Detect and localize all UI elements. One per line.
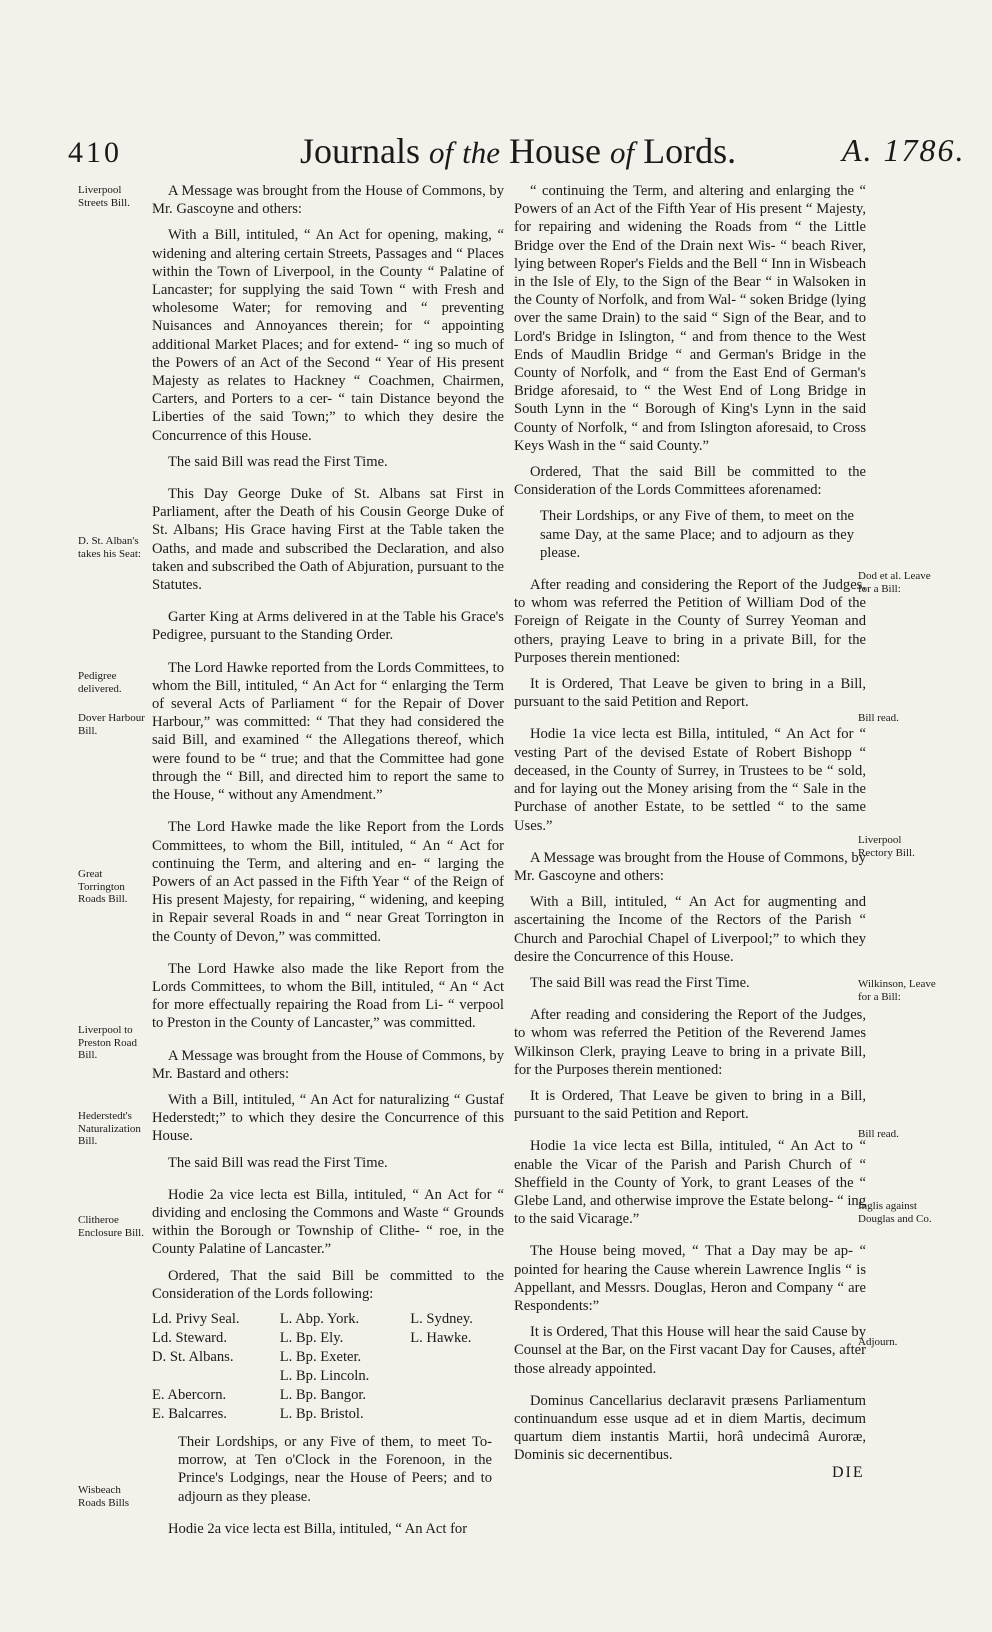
table-cell: Ld. Steward. — [152, 1329, 227, 1346]
table-cell: L. Bp. Ely. — [279, 1329, 344, 1346]
margin-note-liverpool-preston: Liverpool to Preston Road Bill. — [78, 1024, 137, 1061]
paragraph: After reading and considering the Report of the Judges, to whom was referred the Petition of the Reverend James Wilkinson Clerk, praying Leave to bring in a private Bill, for the Purposes therein mentioned: — [514, 1007, 866, 1078]
paragraph: Ordered, That the said Bill be committed to the Consideration of the Lords following: — [152, 1267, 504, 1302]
margin-note-st-albans: D. St. Alban's takes his Seat: — [78, 535, 141, 560]
table-cell: E. Abercorn. — [152, 1386, 227, 1403]
paragraph: This Day George Duke of St. Albans sat First in Parliament, after the Death of his Cousin George Duke of St. Albans; His Grace having First at the Table taken the Oaths, and made and subscribed the Declaration, and also taken and subscribed the Oath of Abjuration, pursuant to the Statutes. — [152, 486, 504, 594]
table-cell — [410, 1349, 504, 1368]
paragraph: Garter King at Arms delivered in at the Table his Grace's Pedigree, pursuant to the Standing Order. — [152, 609, 504, 644]
table-cell: D. St. Albans. — [152, 1348, 234, 1365]
title-of-2: of — [610, 135, 635, 170]
table-cell: L. Bp. Bristol. — [279, 1405, 364, 1422]
margin-note-dover-harbour: Dover Harbour Bill. — [78, 712, 145, 737]
paragraph: Their Lordships, or any Five of them, to meet To-morrow, at Ten o'Clock in the Forenoon, in the Prince's Lodgings, near the House of Peers; and to adjourn as they please. — [178, 1433, 492, 1505]
table-cell: E. Balcarres. — [152, 1405, 227, 1422]
paragraph: Hodie 1a vice lecta est Billa, intituled, “ An Act to “ enable the Vicar of the Parish and Parish Church of “ Sheffield in the County of York, to grant Leases of the “ Glebe Land, and otherwise improve the Estate belong- “ ing to the said Vicarage.” — [514, 1138, 866, 1228]
table-cell — [152, 1368, 280, 1387]
paragraph: A Message was brought from the House of Commons, by Mr. Bastard and others: — [152, 1047, 504, 1082]
paragraph: Hodie 2a vice lecta est Billa, intituled, “ An Act for “ dividing and enclosing the Commons and Waste “ Grounds within the Borough or Township of Clithe- “ roe, in the County Palatine of Lancaster.” — [152, 1186, 504, 1258]
margin-note-great-torrington: Great Torrington Roads Bill. — [78, 868, 128, 905]
page-number: 410 — [68, 136, 122, 169]
table-row — [152, 1330, 504, 1349]
paragraph: A Message was brought from the House of Commons, by Mr. Gascoyne and others: — [152, 183, 504, 218]
paragraph: The House being moved, “ That a Day may be ap- “ pointed for hearing the Cause wherein Lawrence Inglis “ is Appellant, and Messrs. Douglas, Heron and Company “ are Respondents:” — [514, 1243, 866, 1314]
paragraph: With a Bill, intituled, “ An Act for augmenting and ascertaining the Income of the Rectors of the Parish “ Church and Parochial Chapel of Liverpool;” to which they desire the Concurrence of this House. — [514, 894, 866, 965]
paragraph: The Lord Hawke reported from the Lords Committees, to whom the Bill, intituled, “ An Act for “ enlarging the Term of several Acts of Parliament “ for the Repair of Dover Harbour,” was committed: “ That they had considered the said Bill, and examined “ the Allegations thereof, which were found to be “ true; and that the Committee had gone through the “ Bill, and directed him to report the same to the House, “ without any Amendment.” — [152, 659, 504, 804]
paragraph: Their Lordships, or any Five of them, to meet on the same Day, at the same Place; and to adjourn as they please. — [540, 508, 854, 561]
paragraph: The said Bill was read the First Time. — [168, 1154, 388, 1171]
paragraph: After reading and considering the Report of the Judges, to whom was referred the Petition of William Dod of the Foreign of Reigate in the County of Surrey Yeoman and others, praying Leave to bring in a private Bill, for the Purposes therein mentioned: — [514, 577, 866, 666]
table-cell — [410, 1387, 504, 1406]
left-column — [152, 182, 504, 1546]
paragraph: A Message was brought from the House of Commons, by Mr. Gascoyne and others: — [514, 849, 866, 884]
paragraph: Dominus Cancellarius declaravit præsens Parliamentum continuandum esse usque ad et in diem Martis, decimum quartum diem instantis Martii, horâ undecimâ Auroræ, Dominis sic decernentibus. — [514, 1392, 866, 1464]
margin-note-wilkinson: Wilkinson, Leave for a Bill: — [858, 978, 936, 1003]
table-row — [152, 1368, 504, 1387]
lords-committee-table — [152, 1311, 504, 1425]
margin-note-adjourn: Adjourn. — [858, 1336, 898, 1348]
table-cell: L. Bp. Lincoln. — [279, 1367, 370, 1384]
table-cell — [410, 1368, 504, 1387]
margin-note-clitheroe: Clitheroe Enclosure Bill. — [78, 1214, 144, 1239]
paragraph: Hodie 2a vice lecta est Billa, intituled, “ An Act for — [168, 1520, 468, 1537]
right-column — [514, 182, 866, 1473]
paragraph: The said Bill was read the First Time. — [530, 974, 750, 991]
margin-note-hederstedt: Hederstedt's Naturalization Bill. — [78, 1110, 141, 1147]
paragraph: Hodie 1a vice lecta est Billa, intituled, “ An Act for “ vesting Part of the devised Estate of Robert Bishopp “ deceased, in the County of Surrey, in Trustees to be “ sold, and for laying out the Money arising from the “ Sale in the Purchase of another Estate, to be settled “ to the same Uses.” — [514, 726, 866, 834]
table-cell — [410, 1406, 504, 1425]
title-the: the — [462, 135, 500, 170]
margin-note-liverpool-streets: Liverpool Streets Bill. — [78, 184, 130, 209]
paragraph: It is Ordered, That Leave be given to bring in a Bill, pursuant to the said Petition and Report. — [514, 1087, 866, 1123]
running-title — [300, 130, 736, 172]
margin-note-liverpool-rectory: Liverpool Rectory Bill. — [858, 834, 915, 859]
paragraph: The Lord Hawke also made the like Report from the Lords Committees, to whom the Bill, intituled, “ An “ Act for more effectually repairing the Road from Li- “ verpool to Preston in the County of Lancaster,” was committed. — [152, 960, 504, 1032]
table-cell: L. Abp. York. — [279, 1310, 360, 1327]
table-row — [152, 1349, 504, 1368]
paragraph: The Lord Hawke made the like Report from the Lords Committees, to whom the Bill, intituled, “ An “ Act for continuing the Term, and altering and en- “ larging the Powers of an Act passed in the Fifth Year “ of the Reign of His present Majesty, for repairing, “ widening, and keeping in Repair several Roads in and “ near Great Torrington in the County of Devon,” was committed. — [152, 819, 504, 945]
table-row — [152, 1311, 504, 1330]
table-cell: L. Hawke. — [410, 1329, 472, 1346]
table-cell: Ld. Privy Seal. — [152, 1310, 240, 1327]
paragraph: It is Ordered, That this House will hear the said Cause by Counsel at the Bar, on the First vacant Day for Causes, after those already appointed. — [514, 1324, 866, 1377]
title-of-1: of — [429, 135, 454, 170]
margin-note-bill-read-2: Bill read. — [858, 1128, 899, 1140]
margin-note-bill-read-1: Bill read. — [858, 712, 899, 724]
paragraph: “ continuing the Term, and altering and enlarging the “ Powers of an Act of the Fifth Year of His present “ Majesty, for repairing and widening the Roads from “ the Little Bridge over the End of the Drain next Wis- “ beach River, lying between Roper's Fields and the Bell “ Inn in Wisbeach in the Isle of Ely, to the Sign of the Bear “ in Walsoken in the County of Norfolk, and from Wal- “ soken Bridge (lying over the same Drain) to the said “ Sign of the Bear, and to Lord's Bridge in Islington, “ and from thence to the West Ends of Maudlin Bridge “ and German's Bridge in the County of Norfolk, and “ from the East End of German's Bridge aforesaid, to “ the West End of Long Bridge in South Lynn in the “ Borough of King's Lynn in the said County of Norfolk, “ and from Islington aforesaid, to Cross Keys Wash in the “ said County.” — [514, 183, 866, 454]
margin-note-pedigree: Pedigree delivered. — [78, 670, 122, 695]
margin-note-inglis: Inglis against Douglas and Co. — [858, 1200, 932, 1225]
running-header — [0, 128, 992, 178]
catchword: DIE — [832, 1464, 865, 1481]
table-row — [152, 1406, 504, 1425]
margin-note-wisbeach: Wisbeach Roads Bills — [78, 1484, 130, 1509]
year: A. 1786. — [842, 132, 966, 168]
title-lords: Lords. — [643, 131, 737, 171]
table-row — [152, 1387, 504, 1406]
table-cell: L. Sydney. — [410, 1310, 473, 1327]
paragraph: With a Bill, intituled, “ An Act for naturalizing “ Gustaf Hederstedt;” to which they desire the Concurrence of this House. — [152, 1091, 504, 1145]
margin-note-dod: Dod et al. Leave for a Bill: — [858, 570, 931, 595]
paragraph: The said Bill was read the First Time. — [168, 453, 388, 470]
table-cell: L. Bp. Bangor. — [279, 1386, 367, 1403]
table-cell: L. Bp. Exeter. — [279, 1348, 362, 1365]
title-journals: Journals — [300, 131, 420, 171]
paragraph: Ordered, That the said Bill be committed to the Consideration of the Lords Committees aforenamed: — [514, 464, 866, 499]
title-house: House — [509, 131, 601, 171]
paragraph: It is Ordered, That Leave be given to bring in a Bill, pursuant to the said Petition and Report. — [514, 676, 866, 711]
paragraph: With a Bill, intituled, “ An Act for opening, making, “ widening and altering certain Streets, Passages and “ Places within the Town of Liverpool, in the County “ Palatine of Lancaster; for supplying the said Town “ with Fresh and wholesome Water; for removing and “ preventing Nuisances and Annoyances therein; for “ appointing additional Market Places; and for extend- “ ing so much of the Powers of an Act of the Second “ Year of His present Majesty as relates to Hackney “ Coachmen, Chairmen, Carters, and Porters to a cer- “ tain Distance beyond the Liberties of the said Town;” to which they desire the Concurrence of this House. — [152, 227, 504, 444]
